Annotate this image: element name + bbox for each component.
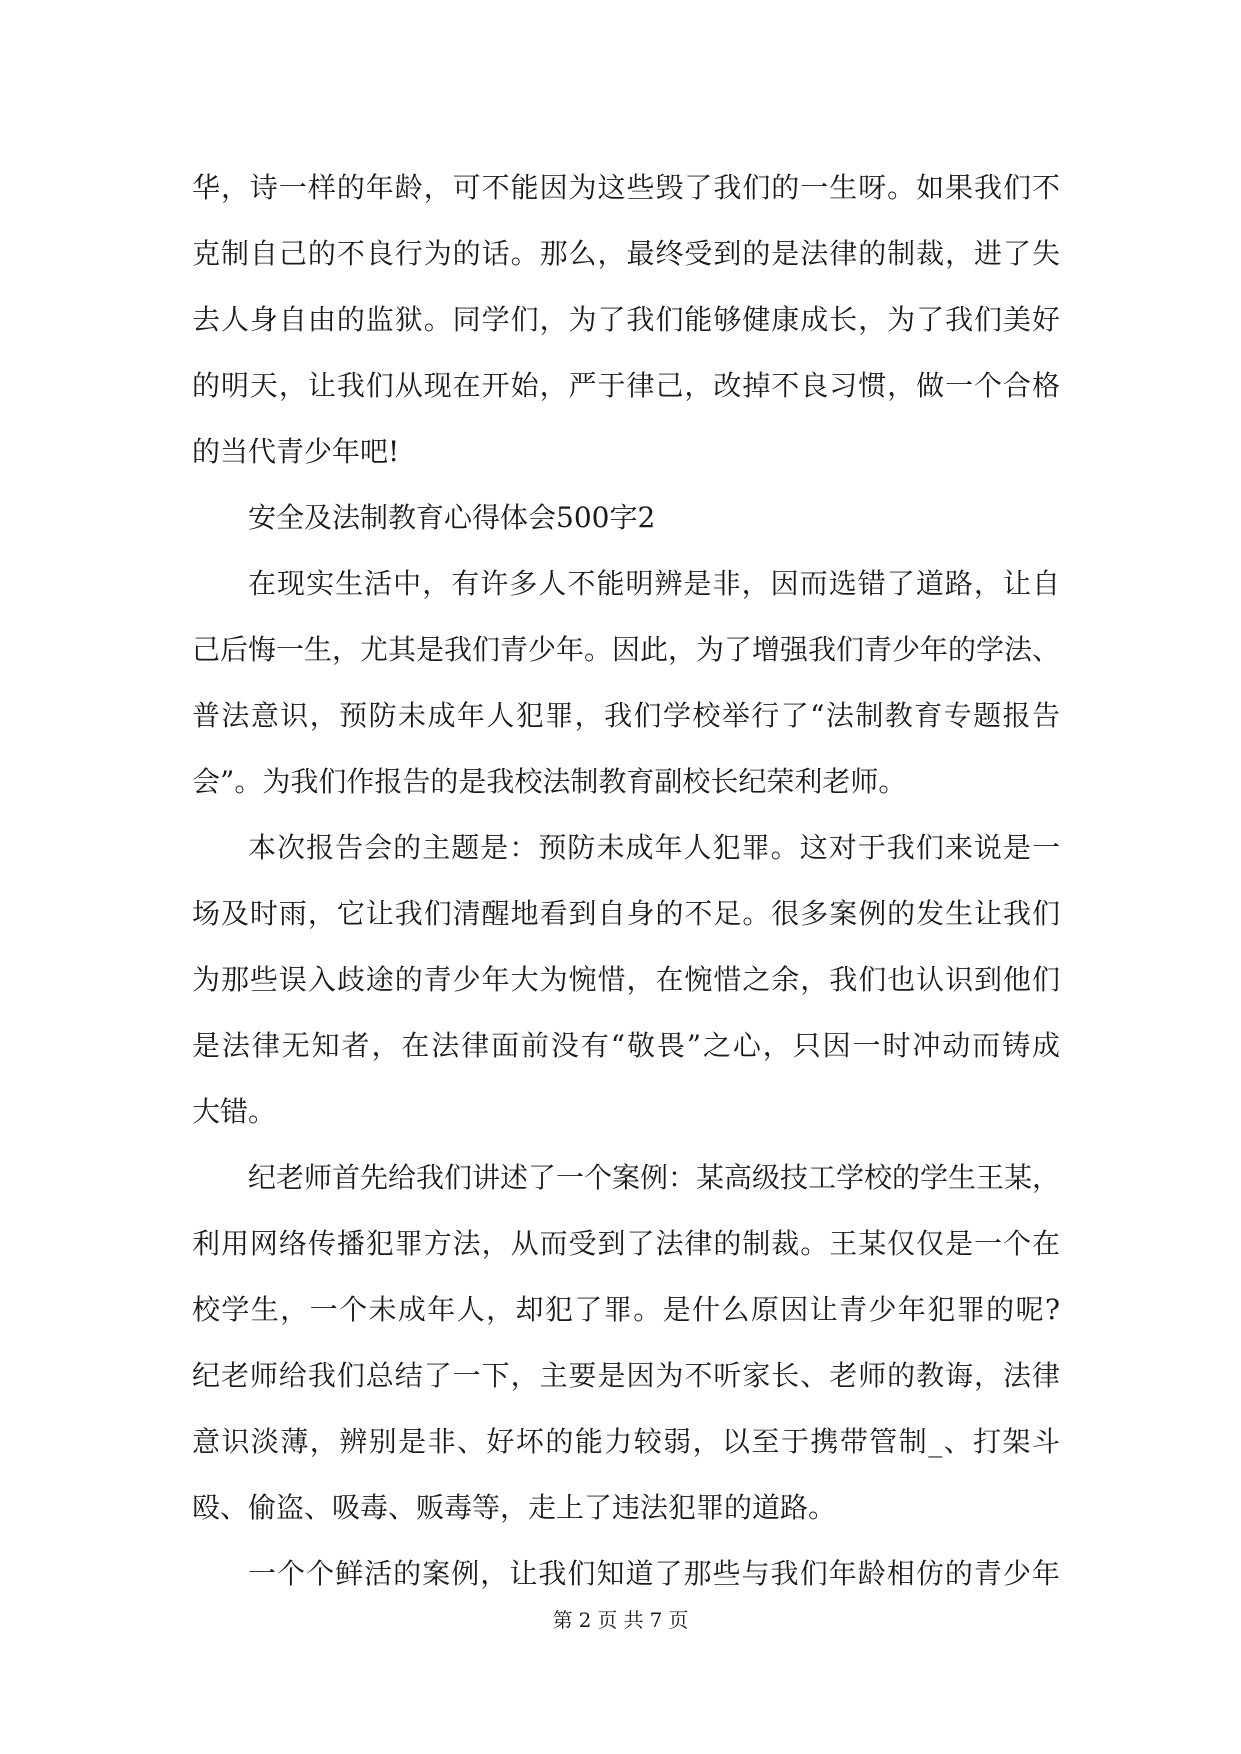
footer-suffix: 页 xyxy=(668,1608,689,1632)
text-line: 一个个鲜活的案例，让我们知道了那些与我们年龄相仿的青少年 xyxy=(248,1557,1060,1590)
document-body xyxy=(192,155,1060,1607)
text-line: 普法意识，预防未成年人犯罪，我们学校举行了“法制教育专题报告 xyxy=(192,699,1060,732)
text-line: 为那些误入歧途的青少年大为惋惜，在惋惜之余，我们也认识到他们 xyxy=(192,963,1060,996)
text-line: 在现实生活中，有许多人不能明辨是非，因而选错了道路，让自 xyxy=(248,567,1060,600)
text-line: 本次报告会的主题是：预防未成年人犯罪。这对于我们来说是一 xyxy=(248,831,1060,864)
text-line: 利用网络传播犯罪方法，从而受到了法律的制裁。王某仅仅是一个在 xyxy=(192,1227,1060,1260)
total-page-count: 7 xyxy=(649,1608,663,1632)
text-line: 大错。 xyxy=(192,1095,277,1128)
text-line: 纪老师首先给我们讲述了一个案例：某高级技工学校的学生王某， xyxy=(248,1161,1060,1194)
text-line: 克制自己的不良行为的话。那么，最终受到的是法律的制裁，进了失 xyxy=(192,237,1060,270)
footer-prefix: 第 xyxy=(552,1608,573,1632)
text-line: 殴、偷盗、吸毒、贩毒等，走上了违法犯罪的道路。 xyxy=(192,1491,837,1524)
text-line: 是法律无知者，在法律面前没有“敬畏”之心，只因一时冲动而铸成 xyxy=(192,1029,1060,1062)
footer-middle: 页 共 xyxy=(597,1608,644,1632)
text-line: 去人身自由的监狱。同学们，为了我们能够健康成长，为了我们美好 xyxy=(192,303,1060,336)
page-footer xyxy=(0,1607,1241,1633)
text-line: 会”。为我们作报告的是我校法制教育副校长纪荣利老师。 xyxy=(192,765,907,798)
text-line: 华，诗一样的年龄，可不能因为这些毁了我们的一生呀。如果我们不 xyxy=(192,171,1060,204)
section-heading: 安全及法制教育心得体会500字2 xyxy=(248,501,656,534)
current-page-number: 2 xyxy=(578,1608,592,1632)
text-line: 纪老师给我们总结了一下，主要是因为不听家长、老师的教诲，法律 xyxy=(192,1359,1060,1392)
text-line: 意识淡薄，辨别是非、好坏的能力较弱，以至于携带管制_、打架斗 xyxy=(192,1425,1060,1458)
text-line: 校学生，一个未成年人，却犯了罪。是什么原因让青少年犯罪的呢? xyxy=(192,1293,1060,1326)
text-line: 的明天，让我们从现在开始，严于律己，改掉不良习惯，做一个合格 xyxy=(192,369,1060,402)
text-line: 的当代青少年吧! xyxy=(192,435,400,468)
text-line: 己后悔一生，尤其是我们青少年。因此，为了增强我们青少年的学法、 xyxy=(192,633,1060,666)
text-line: 场及时雨，它让我们清醒地看到自身的不足。很多案例的发生让我们 xyxy=(192,897,1060,930)
